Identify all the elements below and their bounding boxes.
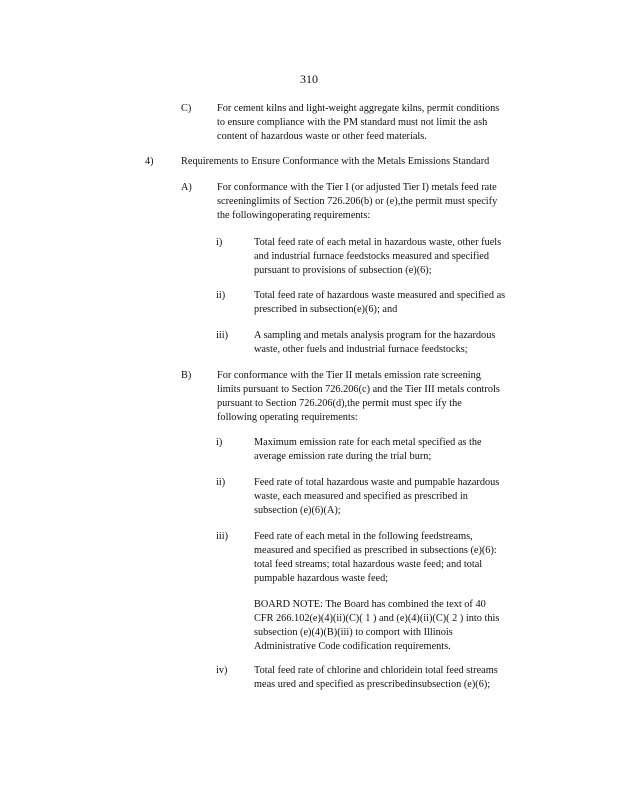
item-label: iv) xyxy=(216,665,228,676)
item-label: B) xyxy=(181,370,192,381)
item-label: C) xyxy=(181,103,192,114)
item-text: A sampling and metals analysis program for the hazardous waste, other fuels and industrial furnace feedstocks; xyxy=(254,330,496,355)
item-label: ii) xyxy=(216,290,226,301)
item-text: Maximum emission rate for each metal specified as the average emission rate during the trial burn; xyxy=(254,437,482,462)
item-text: For conformance with the Tier I (or adjusted Tier I) metals feed rate screeninglimits of Section 726.206(b) or (e),the permit must specify the followingoperating requirements: xyxy=(217,182,498,221)
item-text: Total feed rate of each metal in hazardous waste, other fuels and industrial furnace feedstocks measured and specified pursuant to provisions of subsection (e)(6); xyxy=(254,237,502,276)
item-text: For cement kilns and light-weight aggregate kilns, permit conditions to ensure compliance with the PM standard must not limit the ash content of hazardous waste or other feed materials. xyxy=(217,103,500,142)
item-label: i) xyxy=(216,237,223,248)
section-heading: Requirements to Ensure Conformance with the Metals Emissions Standard xyxy=(181,156,490,167)
item-text: Feed rate of total hazardous waste and pumpable hazardous waste, each measured and specified as prescribed in subsection (e)(6)(A); xyxy=(254,477,500,516)
item-text: Feed rate of each metal in the following feedstreams, measured and specified as prescribed in subsections (e)(6): total feed streams; total hazardous waste feed; and total pumpable hazardous waste feed; xyxy=(254,531,497,584)
item-label: A) xyxy=(181,182,192,193)
item-text: Total feed rate of hazardous waste measured and specified as prescribed in subsection(e)(6); and xyxy=(254,290,506,315)
item-label: ii) xyxy=(216,477,226,488)
item-text: For conformance with the Tier II metals emission rate screening limits pursuant to Section 726.206(c) and the Tier III metals controls pursuant to Section 726.206(d),the permit must spec ify the following operating requirements: xyxy=(217,370,500,423)
page-number: 310 xyxy=(300,72,318,86)
item-label: i) xyxy=(216,437,223,448)
item-text: Total feed rate of chlorine and chloridein total feed streams meas ured and specified as prescribedinsubsection (e)(6); xyxy=(254,665,498,690)
item-label: 4) xyxy=(145,156,154,167)
item-label: iii) xyxy=(216,531,229,542)
item-label: iii) xyxy=(216,330,229,341)
board-note: BOARD NOTE: The Board has combined the text of 40 CFR 266.102(e)(4)(ii)(C)( 1 ) and (e)(4)(ii)(C)( 2 ) into this subsection (e)(4)(B)(iii) to comport with Illinois Administrative Code codification requirements. xyxy=(254,599,500,652)
